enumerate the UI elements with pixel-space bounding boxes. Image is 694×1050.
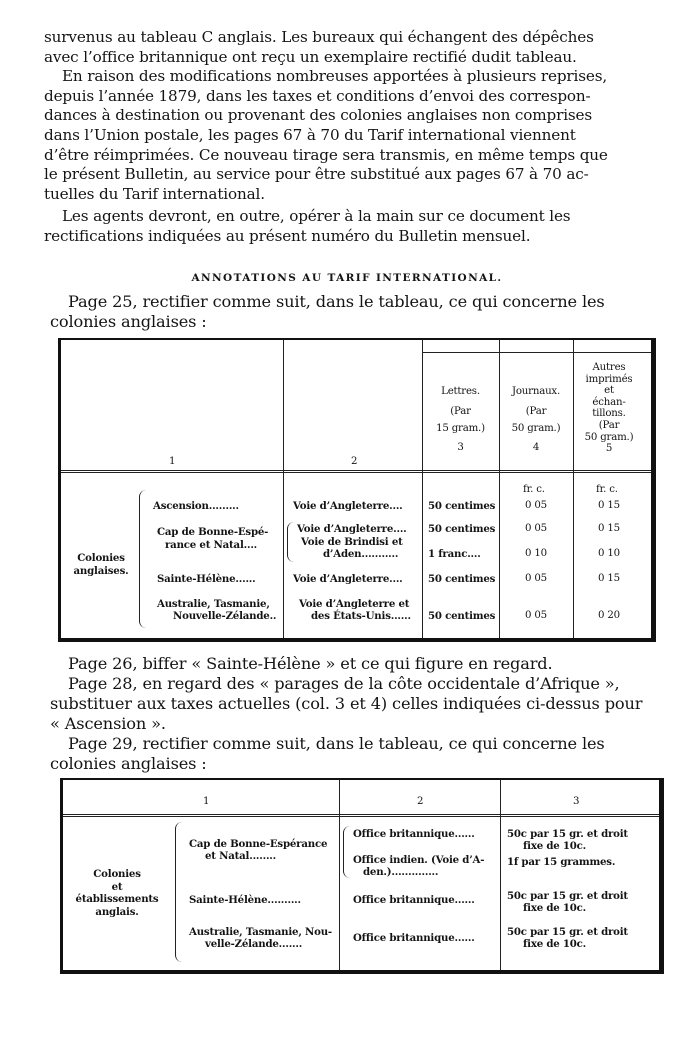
- text-line: Page 28, en regard des « parages de la côte occidentale d’Afrique »,: [68, 674, 620, 693]
- route: d’Aden...........: [323, 548, 399, 560]
- office: Office britannique......: [353, 828, 475, 840]
- office: den.)..............: [363, 866, 439, 878]
- text-line: rectifications indiquées au présent numéro du Bulletin mensuel.: [44, 226, 531, 245]
- route-brace: [287, 522, 294, 562]
- office: Office britannique......: [353, 894, 475, 906]
- tax-journaux: 0 05: [525, 523, 547, 534]
- header-col-1: 1: [203, 796, 210, 807]
- tax-lettres: 50 centimes: [428, 523, 496, 535]
- group-brace: [139, 490, 146, 628]
- header-journaux: Journaux. (Par 50 gram.) 4: [511, 386, 561, 453]
- text-line: tuelles du Tarif international.: [44, 184, 265, 203]
- route: Voie d’Angleterre et: [299, 598, 410, 610]
- colony-name: Sainte-Hélène..........: [189, 894, 301, 906]
- tax-autres: 0 15: [598, 573, 620, 584]
- text-line: colonies anglaises :: [50, 754, 207, 773]
- text-line: avec l’office britannique ont reçu un exemplaire rectifié dudit tableau.: [44, 47, 577, 66]
- text-line: Les agents devront, en outre, opérer à la main sur ce document les: [62, 207, 571, 226]
- colony-name: Nouvelle-Zélande..: [173, 610, 277, 622]
- tax-autres: 0 15: [598, 523, 620, 534]
- column-divider: [500, 780, 501, 970]
- tax-journaux: 0 05: [525, 573, 547, 584]
- text-line: dances à destination ou provenant des colonies anglaises non comprises: [44, 106, 593, 125]
- text-line: dans l’Union postale, les pages 67 à 70 du Tarif international viennent: [44, 125, 576, 144]
- colony-name: Ascension.........: [153, 500, 239, 512]
- text-line: colonies anglaises :: [50, 312, 207, 331]
- colony-name: velle-Zélande.......: [205, 938, 303, 950]
- tax-lettres: 50 centimes: [428, 610, 496, 622]
- tax-lettres: 1 franc....: [428, 548, 481, 560]
- text-line: Page 29, rectifier comme suit, dans le tableau, ce qui concerne les: [68, 734, 605, 753]
- office-brace: [343, 826, 350, 878]
- column-divider: [283, 340, 284, 638]
- office: Office britannique......: [353, 932, 475, 944]
- text-line: depuis l’année 1879, dans les taxes et conditions d’envoi des correspon-: [44, 86, 591, 105]
- tax: fixe de 10c.: [523, 938, 587, 950]
- text-line: Page 25, rectifier comme suit, dans le tableau, ce qui concerne les: [68, 292, 605, 311]
- office: Office indien. (Voie d’A-: [353, 854, 485, 866]
- text-line: substituer aux taxes actuelles (col. 3 et 4) celles indiquées ci-dessus pour: [50, 694, 643, 713]
- header-autres: Autres imprimés et échan- tillons. (Par 50 gram.) 5: [584, 362, 634, 455]
- colony-name: Sainte-Hélène......: [157, 573, 256, 585]
- tax-autres: 0 10: [598, 548, 620, 559]
- text-line: d’être réimprimées. Ce nouveau tirage sera transmis, en même temps que: [44, 145, 608, 164]
- unit-label: fr. c.: [523, 484, 545, 495]
- colony-name: Australie, Tasmanie,: [157, 598, 270, 610]
- colony-name: rance et Natal....: [165, 539, 258, 551]
- unit-label: fr. c.: [596, 484, 618, 495]
- tax-journaux: 0 05: [525, 610, 547, 621]
- tax: 50c par 15 gr. et droit: [507, 890, 628, 902]
- colony-name: Australie, Tasmanie, Nou-: [189, 926, 332, 938]
- column-divider: [499, 340, 500, 638]
- page25-text: [50, 292, 650, 332]
- tax: 50c par 15 gr. et droit: [507, 828, 628, 840]
- text-line: le présent Bulletin, au service pour être substitué aux pages 67 à 70 ac-: [44, 165, 589, 184]
- route: Voie d’Angleterre....: [297, 523, 407, 535]
- tax: fixe de 10c.: [523, 840, 587, 852]
- header-rule: [422, 352, 651, 353]
- route: des États-Unis......: [311, 610, 411, 622]
- column-divider: [422, 340, 423, 638]
- section-heading: ANNOTATIONS AU TARIF INTERNATIONAL.: [191, 272, 503, 284]
- colony-name: et Natal........: [205, 850, 276, 862]
- header-col-3: 3: [573, 796, 580, 807]
- header-lettres: Lettres. (Par 15 gram.) 3: [436, 386, 485, 453]
- column-divider: [339, 780, 340, 970]
- group-label: Colonies et établissements anglais.: [75, 868, 159, 918]
- tax: 1f par 15 grammes.: [507, 856, 616, 868]
- header-rule: [61, 470, 651, 473]
- text-line: En raison des modifications nombreuses apportées à plusieurs reprises,: [62, 67, 608, 86]
- tariff-table-1: [58, 338, 656, 642]
- header-rule: [63, 814, 659, 817]
- header-col-1: 1: [169, 456, 176, 467]
- text-line: « Ascension ».: [50, 714, 166, 733]
- route: Voie d’Angleterre....: [293, 500, 403, 512]
- tax-lettres: 50 centimes: [428, 500, 496, 512]
- tax-autres: 0 15: [598, 500, 620, 511]
- header-col-2: 2: [351, 456, 358, 467]
- tax-autres: 0 20: [598, 610, 620, 621]
- group-label: Colonies anglaises.: [73, 552, 129, 577]
- text-line: survenus au tableau C anglais. Les bureaux qui échangent des dépêches: [44, 28, 594, 46]
- route: Voie d’Angleterre....: [293, 573, 403, 585]
- header-col-2: 2: [417, 796, 424, 807]
- tax-lettres: 50 centimes: [428, 573, 496, 585]
- text-line: Page 26, biffer « Sainte-Hélène » et ce qui figure en regard.: [68, 654, 553, 673]
- tariff-table-2: [60, 778, 664, 974]
- colony-name: Cap de Bonne-Espérance: [189, 838, 328, 850]
- tax-journaux: 0 10: [525, 548, 547, 559]
- colony-name: Cap de Bonne-Espé-: [157, 526, 269, 538]
- after-table-text: [50, 654, 658, 774]
- tax-journaux: 0 05: [525, 500, 547, 511]
- intro-text: [44, 28, 650, 247]
- route: Voie de Brindisi et: [301, 536, 403, 548]
- tax: 50c par 15 gr. et droit: [507, 926, 628, 938]
- tax: fixe de 10c.: [523, 902, 587, 914]
- group-brace: [175, 822, 182, 962]
